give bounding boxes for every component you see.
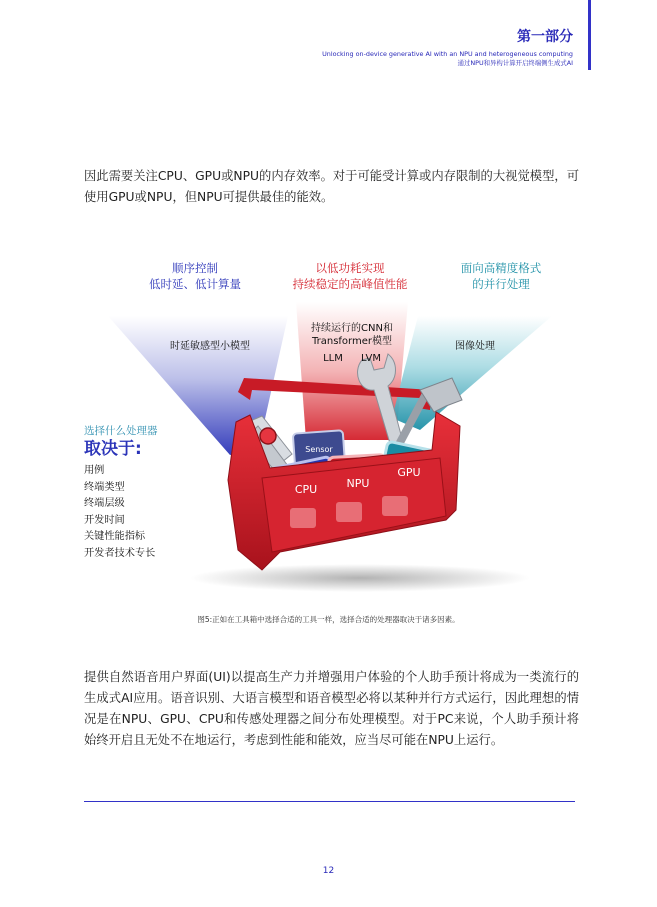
- center-beam-line1: 持续运行的CNN和: [311, 323, 393, 334]
- header-subtitle-zh: 通过NPU和异构计算开启终端侧生成式AI: [457, 59, 573, 67]
- tray-slot-3: [382, 496, 408, 516]
- choose-heading: 取决于:: [84, 439, 142, 459]
- figure-caption: 图5:正如在工具箱中选择合适的工具一样，选择合适的处理器取决于诸多因素。: [197, 615, 460, 624]
- choose-question: 选择什么处理器: [84, 425, 158, 437]
- page-header: [153, 28, 573, 68]
- center-heading-line1: 以低功耗实现: [315, 261, 385, 275]
- center-beam-label: [292, 322, 412, 348]
- toolbox-shadow: [190, 564, 530, 592]
- right-heading-line1: 面向高精度格式: [460, 261, 542, 275]
- processor-selection-factors: [84, 425, 158, 562]
- left-heading-line2: 低时延、低计算量: [149, 277, 241, 291]
- intro-paragraph: 因此需要关注CPU、GPU或NPU的内存效率。对于可能受计算或内存限制的大视觉模型，可使用GPU或NPU，但NPU可提供最佳的能效。: [84, 169, 579, 204]
- header-accent-bar: [588, 0, 591, 70]
- npu-chip-label: NPU: [346, 477, 370, 490]
- page-number: 12: [322, 866, 335, 876]
- left-beam-label: 时延敏感型小模型: [170, 341, 250, 352]
- lvm-label: LVM: [361, 353, 381, 364]
- factor-item: 关键性能指标: [84, 531, 146, 542]
- factor-item: 开发时间: [84, 514, 125, 526]
- footer-divider: [84, 801, 575, 802]
- body-paragraph: 提供自然语音用户界面(UI)以提高生产力并增强用户体验的个人助手预计将成为一类流行的生成式AI应用。语音识别、大语言模型和语音模型必将以某种并行方式运行，因此理想的情况是在NPU、GPU、CPU和传感处理器之间分布处理模型。对于PC来说，个人助手预计将始终开启且无处不在地运行，考虑到性能和能效，应当尽可能在NPU上运行。: [84, 670, 579, 747]
- gpu-chip-label: GPU: [397, 466, 421, 479]
- tray-slot-1: [290, 508, 316, 528]
- header-subtitle-en: Unlocking on-device generative AI with an NPU and heterogeneous computing: [322, 50, 573, 58]
- section-title: 第一部分: [517, 29, 573, 45]
- factor-item: 终端类型: [84, 481, 125, 493]
- center-beam-line2: Transformer模型: [311, 336, 392, 347]
- left-heading-line1: 顺序控制: [172, 261, 218, 275]
- left-heading: [120, 260, 270, 292]
- llm-label: LLM: [323, 353, 343, 364]
- sensor-chip-label: Sensor: [305, 445, 333, 454]
- right-heading-line2: 的并行处理: [472, 277, 530, 291]
- right-beam-label: 图像处理: [455, 341, 495, 352]
- right-heading: [426, 260, 576, 292]
- tray-slot-2: [336, 502, 362, 522]
- factor-item: 开发者技术专长: [84, 547, 156, 559]
- factor-item: 终端层级: [84, 498, 125, 509]
- factor-item: 用例: [84, 465, 105, 476]
- cpu-chip-label: CPU: [294, 483, 318, 496]
- center-heading: [270, 260, 430, 292]
- center-heading-line2: 持续稳定的高峰值性能: [292, 277, 408, 291]
